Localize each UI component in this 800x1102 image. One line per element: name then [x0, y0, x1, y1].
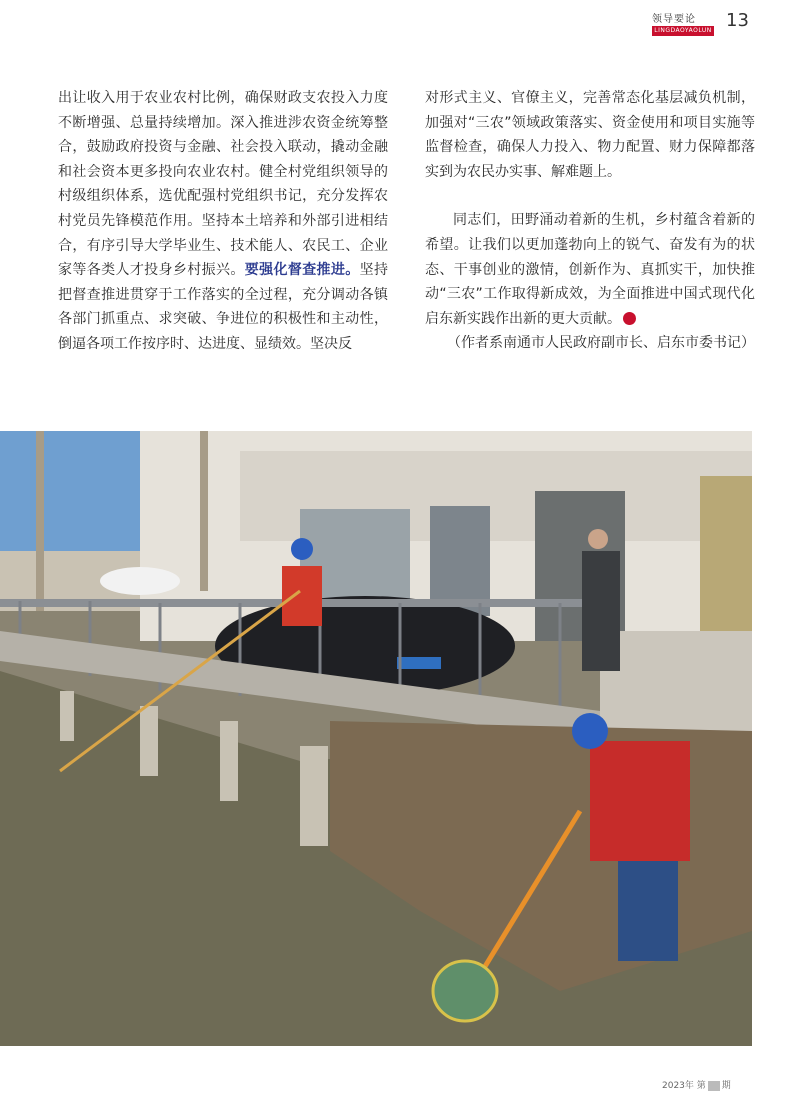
body-text: 出让收入用于农业农村比例，确保财政支农投入力度不断增强、总量持续增加。深入推进涉农资金统筹整合，鼓励政府投资与金融、社会投入联动，撬动金融和社会资本更多投向农业农村。健全村党组织领导的村级组织体系，选优配强村党组织书记，充分发挥农村党员先锋模范作用。坚持本土培养和外部引进相结合，有序引导大学毕业生、技术能人、农民工、企业家等各类人才投身乡村振兴。 [58, 90, 388, 279]
closing-paragraph [425, 208, 755, 331]
body-paragraph [58, 86, 388, 357]
body-text: 坚持把督查推进贯穿于工作落实的全过程，充分调动各镇各部门抓重点、求突破、争进位的积极性和主动性，倒逼各项工作按序时、达进度、显绩效。坚决反 [58, 262, 389, 352]
magazine-section-title: 领导要论 [652, 14, 696, 25]
page-footer [662, 1078, 731, 1091]
photo-illustration [0, 431, 752, 1046]
village-river-photo [0, 431, 752, 1046]
footer-year: 2023年 第 [662, 1081, 706, 1091]
body-text: 同志们，田野涌动着新的生机，乡村蕴含着新的希望。让我们以更加蓬勃向上的锐气、奋发有为的状态、干事创业的激情，创新作为、真抓实干，加快推动“三农”工作取得新成效，为全面推进中国式现代化启东新实践作出新的更大贡献。 [425, 212, 755, 327]
author-note: （作者系南通市人民政府副市长、启东市委书记） [447, 335, 755, 352]
issue-number-box [708, 1081, 720, 1091]
magazine-section-subtitle: LINGDAOYAOLUN [652, 26, 714, 36]
page-number: 13 [726, 10, 749, 31]
body-paragraph: 对形式主义、官僚主义，完善常态化基层减负机制，加强对“三农”领域政策落实、资金使用和项目实施等监督检查，确保人力投入、物力配置、财力保障都落实到为农民办实事、解难题上。 [425, 90, 755, 180]
worker-vest [590, 741, 690, 861]
right-text-column [425, 86, 755, 356]
left-text-column [58, 86, 388, 357]
worker-cap [572, 713, 608, 749]
page-header [640, 8, 790, 38]
end-mark-icon [623, 312, 636, 325]
footer-issue-suffix: 期 [721, 1081, 731, 1091]
section-heading-inline: 要强化督查推进。 [244, 262, 360, 279]
